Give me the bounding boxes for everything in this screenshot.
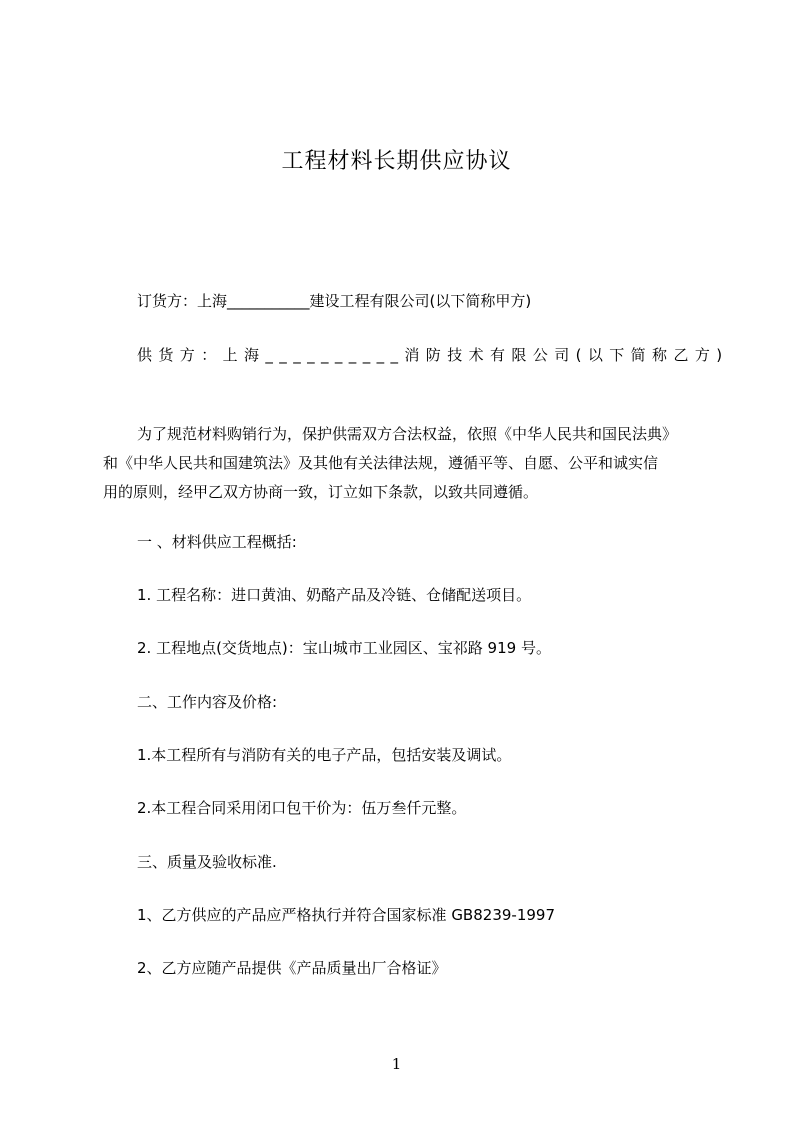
document-title: 工程材料长期供应协议: [281, 149, 512, 174]
supplier-party-line: 供货方：上海__________消防技术有限公司(以下简称乙方): [137, 346, 729, 364]
section-3-item-2: 2、乙方应随产品提供《产品质量出厂合格证》: [137, 959, 447, 977]
preamble-paragraph: [103, 420, 723, 507]
preamble-line: 和《中华人民共和国建筑法》及其他有关法律法规，遵循平等、自愿、公平和诚实信: [103, 454, 659, 472]
section-1-heading: 一 、材料供应工程概括:: [137, 533, 297, 551]
preamble-line: 为了规范材料购销行为，保护供需双方合法权益，依照《中华人民共和国民法典》: [137, 425, 678, 443]
section-1-item-1: 1. 工程名称：进口黄油、奶酪产品及冷链、仓储配送项目。: [137, 586, 532, 604]
preamble-line: 用的原则，经甲乙双方协商一致，订立如下条款，以致共同遵循。: [103, 483, 539, 501]
section-1-item-2: 2. 工程地点(交货地点)：宝山城市工业园区、宝祁路 919 号。: [137, 639, 551, 657]
section-3-item-1: 1、乙方供应的产品应严格执行并符合国家标准 GB8239-1997: [137, 906, 555, 924]
section-2-item-2: 2.本工程合同采用闭口包干价为：伍万叁仟元整。: [137, 799, 467, 817]
page-number: 1: [391, 1055, 402, 1073]
buyer-party-line: 订货方：上海___________建设工程有限公司(以下简称甲方): [137, 292, 532, 310]
section-2-item-1: 1.本工程所有与消防有关的电子产品，包括安装及调试。: [137, 746, 512, 764]
section-3-heading: 三、质量及验收标准.: [137, 853, 277, 871]
section-2-heading: 二、工作内容及价格:: [137, 693, 278, 711]
